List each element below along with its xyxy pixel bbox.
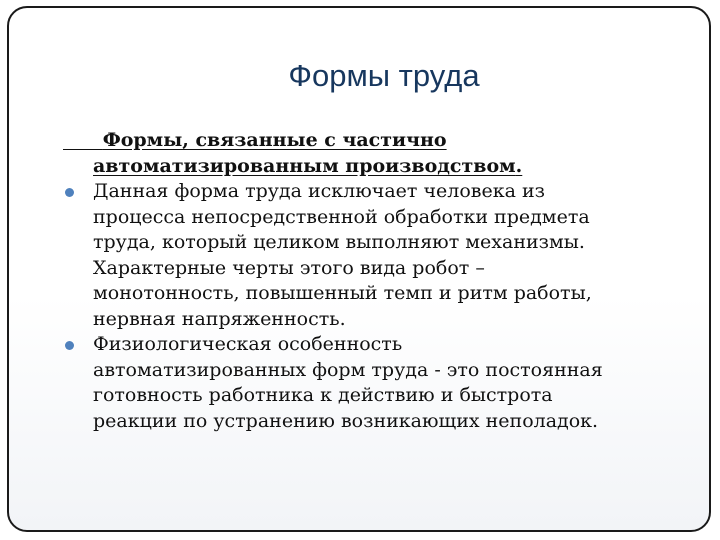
heading-end: . bbox=[515, 154, 523, 177]
section-heading-cont bbox=[93, 154, 693, 180]
list-item bbox=[63, 179, 693, 332]
bullet-dot-icon bbox=[65, 341, 74, 350]
bullet-line: Характерные черты этого вида робот – bbox=[93, 256, 485, 279]
slide-content bbox=[93, 128, 693, 434]
bullet-line: Данная форма труда исключает человека из bbox=[93, 180, 545, 202]
list-item bbox=[63, 332, 693, 434]
bullet-line: автоматизированных форм труда - это постоянная bbox=[93, 358, 603, 381]
bullet-dot-icon bbox=[65, 188, 74, 197]
section-heading bbox=[63, 128, 693, 154]
heading-line1: Формы, связанные с частично bbox=[102, 129, 447, 151]
bullet-line: Физиологическая особенность bbox=[93, 333, 403, 355]
bullet-line: реакции по устранению возникающих неполадок. bbox=[93, 409, 599, 432]
bullet-line: готовность работника к действию и быстрота bbox=[93, 384, 553, 406]
heading-lead-underline bbox=[63, 129, 103, 151]
slide-title: Формы труда bbox=[288, 58, 480, 93]
heading-line2: автоматизированным производством bbox=[93, 154, 516, 177]
bullet-list bbox=[63, 179, 693, 434]
bullet-line: процесса непосредственной обработки предмета bbox=[93, 205, 590, 228]
bullet-line: нервная напряженность. bbox=[93, 307, 346, 330]
slide-frame bbox=[7, 6, 711, 532]
bullet-line: труда, который целиком выполняют механизмы. bbox=[93, 231, 585, 253]
bullet-line: монотонность, повышенный темп и ритм работы, bbox=[93, 282, 592, 304]
